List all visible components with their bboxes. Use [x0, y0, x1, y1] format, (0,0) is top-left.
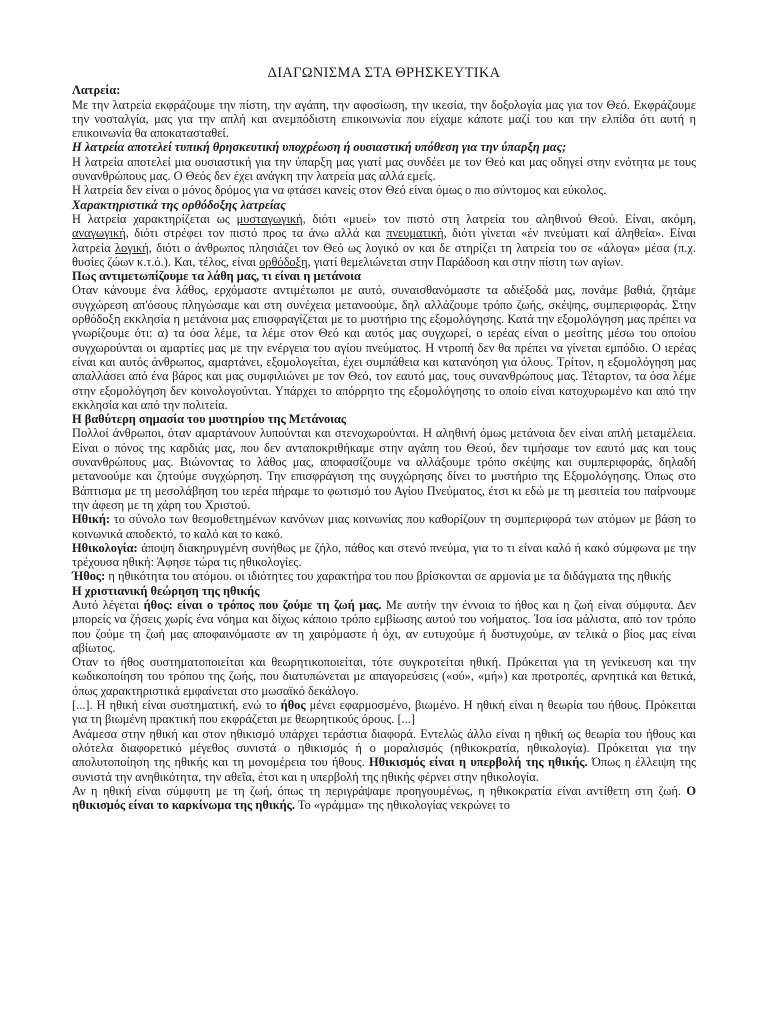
- section-heading-orthodox-characteristics: Χαρακτηριστικά της ορθόδοξης λατρείας: [72, 197, 286, 212]
- paragraph-worship-path: Η λατρεία δεν είναι ο μόνος δρόμος για να φτάσει κανείς στον Θεό είναι όμως ο πιο σύντομος και εύκολος.: [72, 183, 607, 198]
- definition-text: το σύνολο των θεσμοθετημένων κανόνων μιας κοινωνίας που καθορίζουν τη συμπεριφορά των ατόμων με βάση το κοινωνικά αποδεκτό, το καλό και το κακό.: [72, 512, 696, 541]
- definition-label: Ηθικολογία:: [72, 540, 138, 555]
- text-run: , διότι γίνεται «έν πνεύματι καί άληθεία». Είναι λατρεία: [72, 226, 696, 255]
- definition-text: η ηθικότητα του ατόμου. οι ιδιότητες του χαρακτήρα του που βρίσκονται σε αρμονία με τα διδάγματα της ηθικής: [105, 569, 671, 584]
- paragraph-moralism: [72, 727, 696, 784]
- section-heading-worship: Λατρεία:: [72, 83, 121, 98]
- text-run: Αυτό λέγεται: [72, 597, 144, 612]
- text-run: Το «γράμμα» της ηθικολογίας νεκρώνει το: [294, 798, 510, 813]
- term-orthodox: ορθόδοξη: [259, 254, 308, 269]
- term-spiritual: πνευματική: [386, 226, 444, 241]
- emphasis-text: ήθος: [280, 698, 306, 713]
- definition-label: Ήθος:: [72, 569, 106, 584]
- text-run: Ανάμεσα στην ηθική και στον ηθικισμό υπάρχει τεράστια διαφορά. Εντελώς άλλο είναι η ηθική ως θεωρία του ήθους και ολότελα διαφορετικό μέγεθος συνιστά ο ηθικισμός ή ο μοραλισμός (ηθικοκρατία, ηθικολογία). Πρόκειται για την απολυτοποίηση της ηθικής και τη μονομέρεια του ήθους.: [72, 726, 696, 770]
- definition-moralism: [72, 541, 696, 570]
- definition-label: Ηθική:: [72, 512, 110, 527]
- term-mystagogical: μυσταγωγική: [236, 211, 303, 226]
- text-run: Με αυτήν την έννοια το ήθος και η ζωή είναι σύμφυτα. Δεν μπορείς να ζήσεις χωρίς ένα νόημα και δίχως κάποιο τρόπο εμβίωσης αυτού του νοήματος. Ίσα ίσα μάλιστα, από τον τρόπο που ζούμε τη ζωή μας αποφαινόμαστε αν τη χαιρόμαστε ή όχι, αν ευτυχούμε ή δυστυχούμε, αν τελικά ο βίος μας είναι αβίωτος.: [72, 597, 697, 655]
- paragraph-worship: Με την λατρεία εκφράζουμε την πίστη, την αγάπη, την αφοσίωση, την ικεσία, την δοξολογία μας για τον Θεό. Εκφράζουμε την νοσταλγία, μας για την απλή και ανεμπόδιστη επικοινωνία που είχαμε κάποτε μαζί του και την ελπίδα ότι αυτή η επικοινωνία θα αποκατασταθεί.: [72, 97, 696, 141]
- definition-ethos: [72, 569, 696, 583]
- text-run: μένει εφαρμοσμένο, βιωμένο. Η ηθική είναι η θεωρία του ήθους. Πρόκειται για τη βιωμένη πρακτική που εκφράζεται με θεωρητικούς όρους. [...]: [72, 698, 696, 727]
- paragraph-repentance: Οταν κάνουμε ένα λάθος, ερχόμαστε αντιμέτωποι με αυτό, συναισθανόμαστε τα αδιέξοδά μας, πονάμε βαθιά, ζητάμε συγχώρεση απ'όσους πληγώσαμε και στη συνέχεια μετανοούμε, δηλ αλλάζουμε τρόπο ζωής, σκέψης, συμπεριφοράς. Στην ορθόδοξη εκκλησία η μετάνοια μας επισφραγίζεται με το μυστήριο της εξομολόγησης. Κατά την εξομολόγηση μας πρέπει να γνωρίζουμε ότι: α) τα όσα λέμε, τα λέμε στον Θεό και αυτός μας συγχωρεί, ο ιερέας είναι ο μεσίτης μέσω του οποίου συγχωρούνται οι αμαρτίες μας με την ενέργεια του αγίου πνεύματος. Η ντροπή δεν θα πρέπει να γίνεται εμπόδιο. Ο ιερέας είναι και αυτός άνθρωπος, αμαρτάνει, εξομολογείται, έχει συμπάθεια και κατανόηση για όλους. Τρίτον, η εξομολόγηση μας απαλλάσει από ένα βάρος και μας συμφιλιώνει με τον Θεό, τον εαυτό μας, τους συνανθρώπους μας. Τέταρτον, τα όσα λέμε στην εξομολόγηση δεν κοινολογούνται. Υπάρχει το απόρρητο της εξομολόγησης το οποίο είναι κατοχυρωμένο και από την εκκλησία και από την πολιτεία.: [72, 283, 696, 412]
- emphasis-text: Ο ηθικισμός είναι το καρκίνωμα της ηθικής.: [72, 783, 696, 813]
- definition-text: άποψη διακηρυγμένη συνήθως με ζήλο, πάθος και στενό πνεύμα, για το τι είναι καλό ή κακό σύμφωνα με την τρέχουσα ηθική: Άφησε τώρα τις ηθικολογίες.: [72, 540, 696, 570]
- paragraph-moralism-cancer: [72, 784, 696, 813]
- document-page: [72, 66, 696, 812]
- paragraph-ethics-theory: [72, 698, 696, 727]
- paragraph-worship-essential: Η λατρεία αποτελεί μια ουσιαστική για την ύπαρξη μας γιατί μας συνδέει με τον Θεό και μας οδηγεί στην ενότητα με τους συνανθρώπους μας. Ο Θεός δεν έχει ανάγκη την λατρεία μας αλλά εμείς.: [72, 154, 696, 184]
- paragraph-ethics-systematized: Οταν το ήθος συστηματοποιείται και θεωρητικοποιείται, τότε συγκροτείται ηθική. Πρόκειται για τη γενίκευση και την κωδικοποίηση του τρόπου της ζωής, που διατυπώνεται με απαγορεύσεις («ού», «μή») και προτροπές, αρνητικά και θετικά, όπως χαρακτηριστικά εμφαίνεται στο μωσαϊκό δεκάλογο.: [72, 655, 696, 698]
- paragraph-ethos-way-of-life: [72, 598, 696, 655]
- section-heading-repentance: Πως αντιμετωπίζουμε τα λάθη μας, τι είναι η μετάνοια: [72, 269, 361, 284]
- document-title: ΔΙΑΓΩΝΙΣΜΑ ΣΤΑ ΘΡΗΣΚΕΥΤΙΚΑ: [267, 65, 501, 81]
- text-run: Αν η ηθική είναι σύμφυτη με τη ζωή, όπως τη περιγράψαμε προηγουμένως, η ηθικοκρατία είναι αντίθετη στη ζωή.: [72, 783, 687, 798]
- text-run: Η λατρεία χαρακτηρίζεται ως: [72, 211, 237, 226]
- paragraph-sacrament-meaning: Πολλοί άνθρωποι, όταν αμαρτάνουν λυπούνται και στενοχωρούνται. Η αληθινή όμως μετάνοια δεν είναι απλή μεταμέλεια. Είναι ο πόνος της καρδιάς μας, που δεν ανταποκριθήκαμε στην αγάπη του Θεού, δεν τιμήσαμε τον εαυτό μας και τους συνανθρώπους μας. Βιώνοντας το λάθος μας, αποφασίζουμε να αλλάξουμε τρόπο σκέψης και συμπεριφοράς, δηλαδή μετανοούμε και ζητούμε συγχώρηση. Την επισφράγιση της συγχώρησης δίνει το μυστήριο της Εξομολόγησης. Όπως στο Βάπτισμα με τη μεσολάβηση του ιερέα πήραμε το φωτισμό του Αγίου Πνεύματος, έτσι κι εδώ με τη μεσιτεία του παίρνουμε την άφεση με τη χάρη του Χριστού.: [72, 426, 696, 512]
- paragraph-orthodox-characteristics: [72, 212, 696, 269]
- text-run: , διότι στρέφει τον πιστό προς τα άνω αλλά και: [125, 226, 387, 241]
- text-run: , διότι «μυεί» τον πιστό στη λατρεία του αληθινού Θεού. Είναι, ακόμη,: [302, 211, 696, 226]
- section-heading-christian-ethics: Η χριστιανική θεώρηση της ηθικής: [72, 583, 260, 598]
- section-heading-sacrament-meaning: Η βαθύτερη σημασία του μυστηρίου της Μετάνοιας: [72, 412, 347, 427]
- text-run: [...]. Η ηθική είναι συστηματική, ενώ το: [72, 698, 281, 713]
- text-run: , διότι ο άνθρωπος πλησιάζει τον Θεό ως λογικό ον και δε στηρίζει τη λατρεία του σε «άλογα» μέσα (π.χ. θυσίες ζώων κ.τ.ό.). Και, τέλος, είναι: [72, 240, 696, 269]
- text-run: , γιατί θεμελιώνεται στην Παράδοση και στην πίστη των αγίων.: [307, 254, 624, 269]
- emphasis-text: ήθος: είναι ο τρόπος που ζούμε τη ζωή μας.: [143, 597, 382, 612]
- term-logical: λογική: [115, 240, 149, 255]
- term-anagogical: αναγωγική: [72, 226, 126, 241]
- emphasis-text: Ηθικισμός είναι η υπερβολή της ηθικής.: [369, 755, 588, 770]
- section-heading-worship-obligation: Η λατρεία αποτελεί τυπική θρησκευτική υποχρέωση ή ουσιαστική υπόθεση για την ύπαρξη μας;: [72, 140, 567, 155]
- text-run: Όπως η έλλειψη της συνιστά την ανηθικότητα, την αθεΐα, έτσι και η υπερβολή της ηθικής φέρνει στην ηθικολογία.: [72, 755, 696, 784]
- definition-ethics: [72, 512, 696, 541]
